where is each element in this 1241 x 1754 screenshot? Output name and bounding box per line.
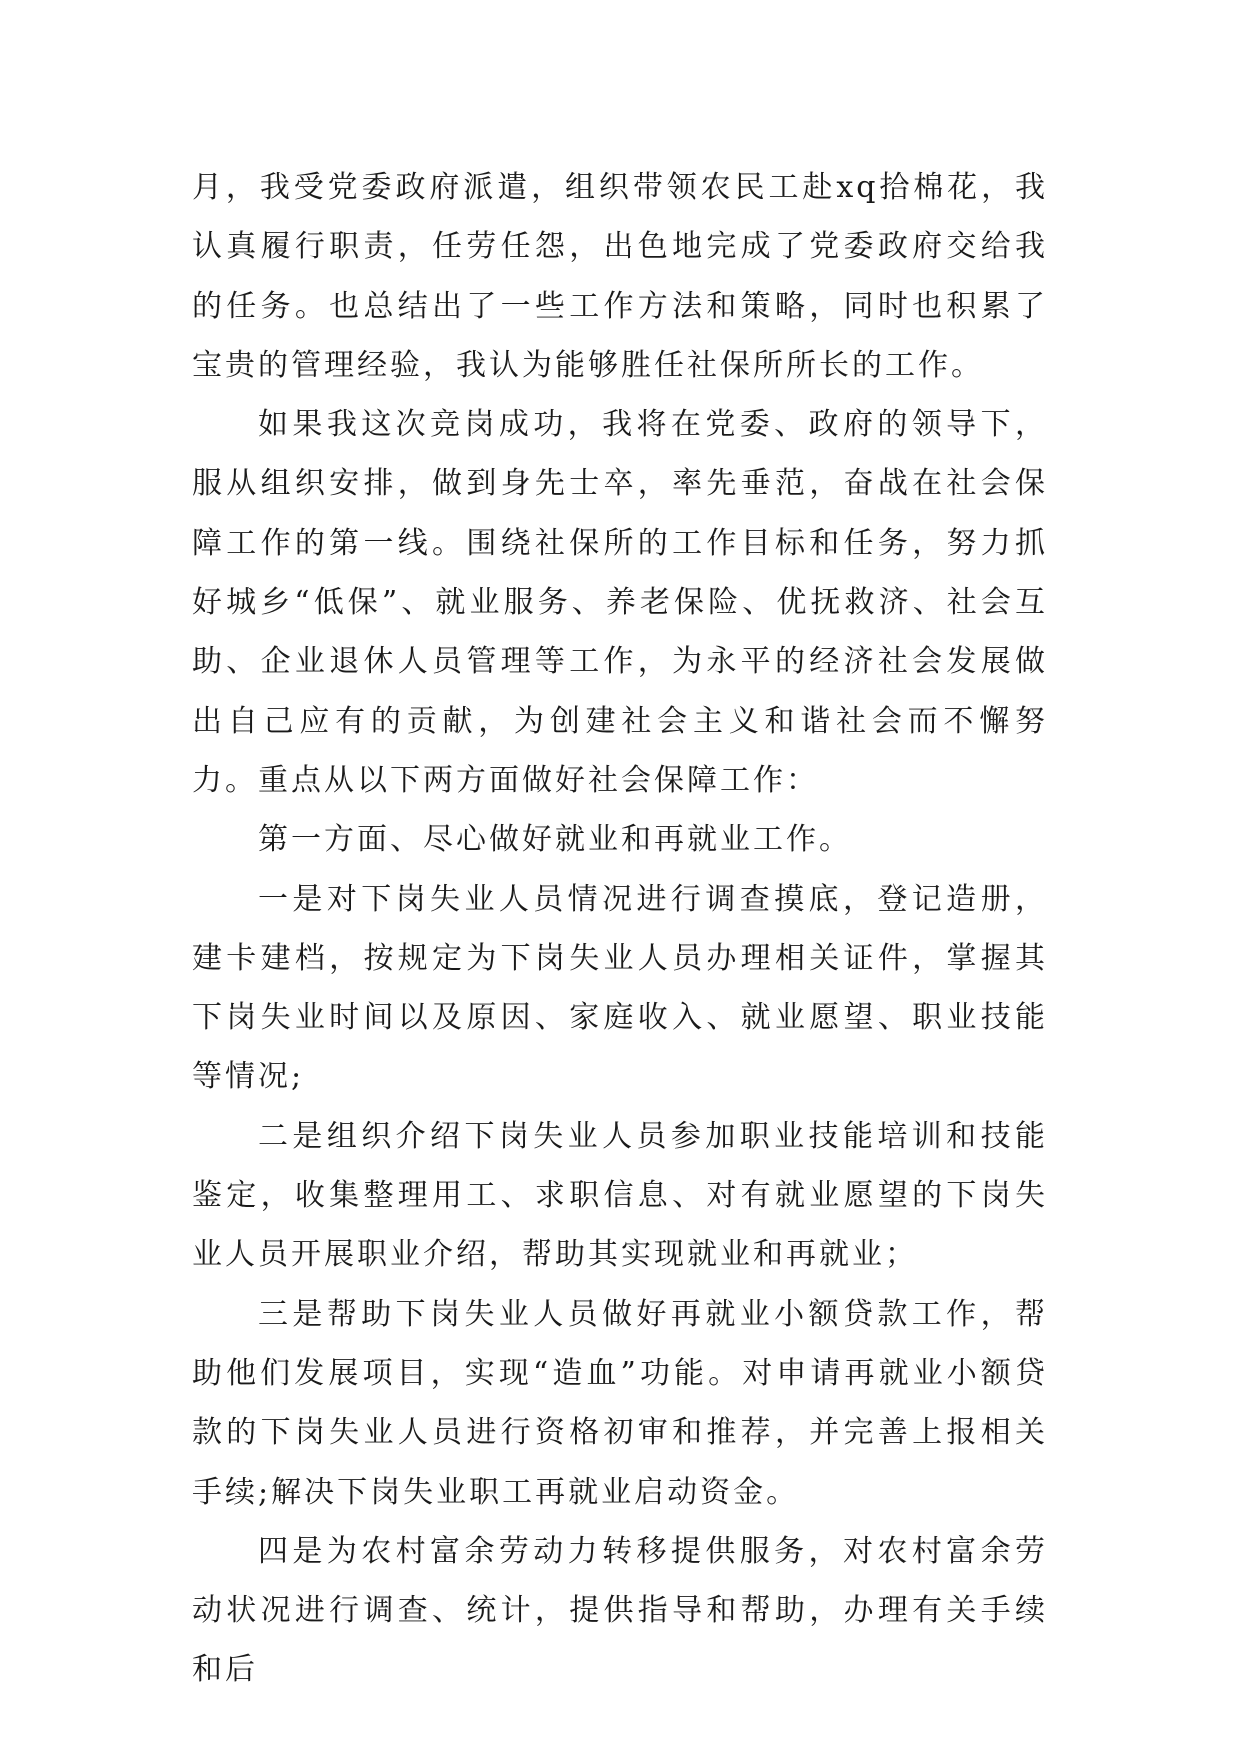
paragraph-4: 一是对下岗失业人员情况进行调查摸底，登记造册，建卡建档，按规定为下岗失业人员办理相关证件，掌握其下岗失业时间以及原因、家庭收入、就业愿望、职业技能等情况; xyxy=(192,881,1048,1095)
paragraph-2: 如果我这次竞岗成功，我将在党委、政府的领导下，服从组织安排，做到身先士卒，率先垂范，奋战在社会保障工作的第一线。围绕社保所的工作目标和任务，努力抓好城乡“低保”、就业服务、养老保险、优抚救济、社会互助、企业退休人员管理等工作，为永平的经济社会发展做出自己应有的贡献，为创建社会主义和谐社会而不懈努力。重点从以下两方面做好社会保障工作： xyxy=(192,407,1048,798)
paragraph-3: 第一方面、尽心做好就业和再就业工作。 xyxy=(258,822,852,858)
paragraph-6: 三是帮助下岗失业人员做好再就业小额贷款工作，帮助他们发展项目，实现“造血”功能。对申请再就业小额贷款的下岗失业人员进行资格初审和推荐，并完善上报相关手续;解决下岗失业职工再就业启动资金。 xyxy=(192,1296,1048,1510)
paragraph-7: 四是为农村富余劳动力转移提供服务，对农村富余劳动状况进行调查、统计，提供指导和帮助，办理有关手续和后 xyxy=(192,1533,1048,1688)
paragraph-5: 二是组织介绍下岗失业人员参加职业技能培训和技能鉴定，收集整理用工、求职信息、对有就业愿望的下岗失业人员开展职业介绍，帮助其实现就业和再就业； xyxy=(192,1118,1048,1273)
paragraph-1: 月，我受党委政府派遣，组织带领农民工赴xq拾棉花，我认真履行职责，任劳任怨，出色地完成了党委政府交给我的任务。也总结出了一些工作方法和策略，同时也积累了宝贵的管理经验，我认为能够胜任社保所所长的工作。 xyxy=(192,170,1048,383)
document-body xyxy=(192,158,1048,1700)
